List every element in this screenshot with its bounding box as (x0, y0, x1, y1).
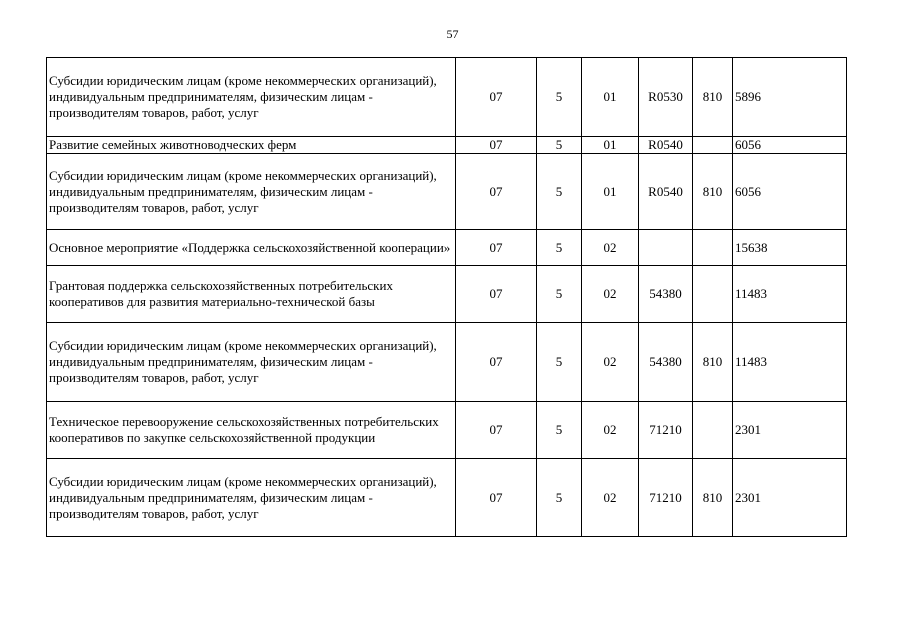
subprogram-code-cell: 02 (582, 323, 639, 402)
target-code-cell: 54380 (639, 323, 693, 402)
program-code-cell: 5 (537, 459, 582, 537)
target-code-cell: R0540 (639, 154, 693, 230)
amount-cell: 6056 (733, 137, 847, 154)
expense-type-cell (693, 402, 733, 459)
target-code-cell (639, 230, 693, 266)
expense-type-cell: 810 (693, 459, 733, 537)
item-name-cell: Техническое перевооружение сельскохозяйственных потребительских кооперативов по закупке сельскохозяйственной продукции (47, 402, 456, 459)
item-name-cell: Грантовая поддержка сельскохозяйственных потребительских кооперативов для развития материально-технической базы (47, 266, 456, 323)
item-name-cell: Субсидии юридическим лицам (кроме некоммерческих организаций), индивидуальным предпринимателям, физическим лицам - производителям товаров, работ, услуг (47, 323, 456, 402)
program-code-cell: 5 (537, 230, 582, 266)
subprogram-code-cell: 01 (582, 154, 639, 230)
item-name-cell: Субсидии юридическим лицам (кроме некоммерческих организаций), индивидуальным предпринимателям, физическим лицам - производителям товаров, работ, услуг (47, 58, 456, 137)
section-code-cell: 07 (456, 230, 537, 266)
item-name-cell: Развитие семейных животноводческих ферм (47, 137, 456, 154)
target-code-cell: 71210 (639, 459, 693, 537)
expense-type-cell (693, 266, 733, 323)
program-code-cell: 5 (537, 58, 582, 137)
section-code-cell: 07 (456, 58, 537, 137)
expense-type-cell: 810 (693, 58, 733, 137)
table-row (47, 402, 847, 459)
table-row (47, 154, 847, 230)
subprogram-code-cell: 02 (582, 402, 639, 459)
table-row (47, 459, 847, 537)
program-code-cell: 5 (537, 266, 582, 323)
budget-table (46, 57, 847, 537)
item-name-cell: Основное мероприятие «Поддержка сельскохозяйственной кооперации» (47, 230, 456, 266)
amount-cell: 2301 (733, 402, 847, 459)
amount-cell: 5896 (733, 58, 847, 137)
section-code-cell: 07 (456, 266, 537, 323)
target-code-cell: R0540 (639, 137, 693, 154)
table-row (47, 323, 847, 402)
expense-type-cell: 810 (693, 154, 733, 230)
amount-cell: 2301 (733, 459, 847, 537)
program-code-cell: 5 (537, 402, 582, 459)
section-code-cell: 07 (456, 323, 537, 402)
subprogram-code-cell: 01 (582, 58, 639, 137)
item-name-cell: Субсидии юридическим лицам (кроме некоммерческих организаций), индивидуальным предпринимателям, физическим лицам - производителям товаров, работ, услуг (47, 154, 456, 230)
section-code-cell: 07 (456, 154, 537, 230)
target-code-cell: R0530 (639, 58, 693, 137)
table-row (47, 58, 847, 137)
table-row (47, 266, 847, 323)
table-row (47, 230, 847, 266)
subprogram-code-cell: 02 (582, 266, 639, 323)
target-code-cell: 54380 (639, 266, 693, 323)
program-code-cell: 5 (537, 323, 582, 402)
subprogram-code-cell: 02 (582, 459, 639, 537)
page-number: 57 (446, 27, 459, 41)
table-row (47, 137, 847, 154)
item-name-cell: Субсидии юридическим лицам (кроме некоммерческих организаций), индивидуальным предпринимателям, физическим лицам - производителям товаров, работ, услуг (47, 459, 456, 537)
expense-type-cell (693, 137, 733, 154)
expense-type-cell: 810 (693, 323, 733, 402)
subprogram-code-cell: 02 (582, 230, 639, 266)
subprogram-code-cell: 01 (582, 137, 639, 154)
budget-table-body (47, 58, 847, 537)
amount-cell: 6056 (733, 154, 847, 230)
section-code-cell: 07 (456, 459, 537, 537)
amount-cell: 11483 (733, 266, 847, 323)
section-code-cell: 07 (456, 402, 537, 459)
expense-type-cell (693, 230, 733, 266)
amount-cell: 15638 (733, 230, 847, 266)
section-code-cell: 07 (456, 137, 537, 154)
target-code-cell: 71210 (639, 402, 693, 459)
program-code-cell: 5 (537, 154, 582, 230)
amount-cell: 11483 (733, 323, 847, 402)
program-code-cell: 5 (537, 137, 582, 154)
